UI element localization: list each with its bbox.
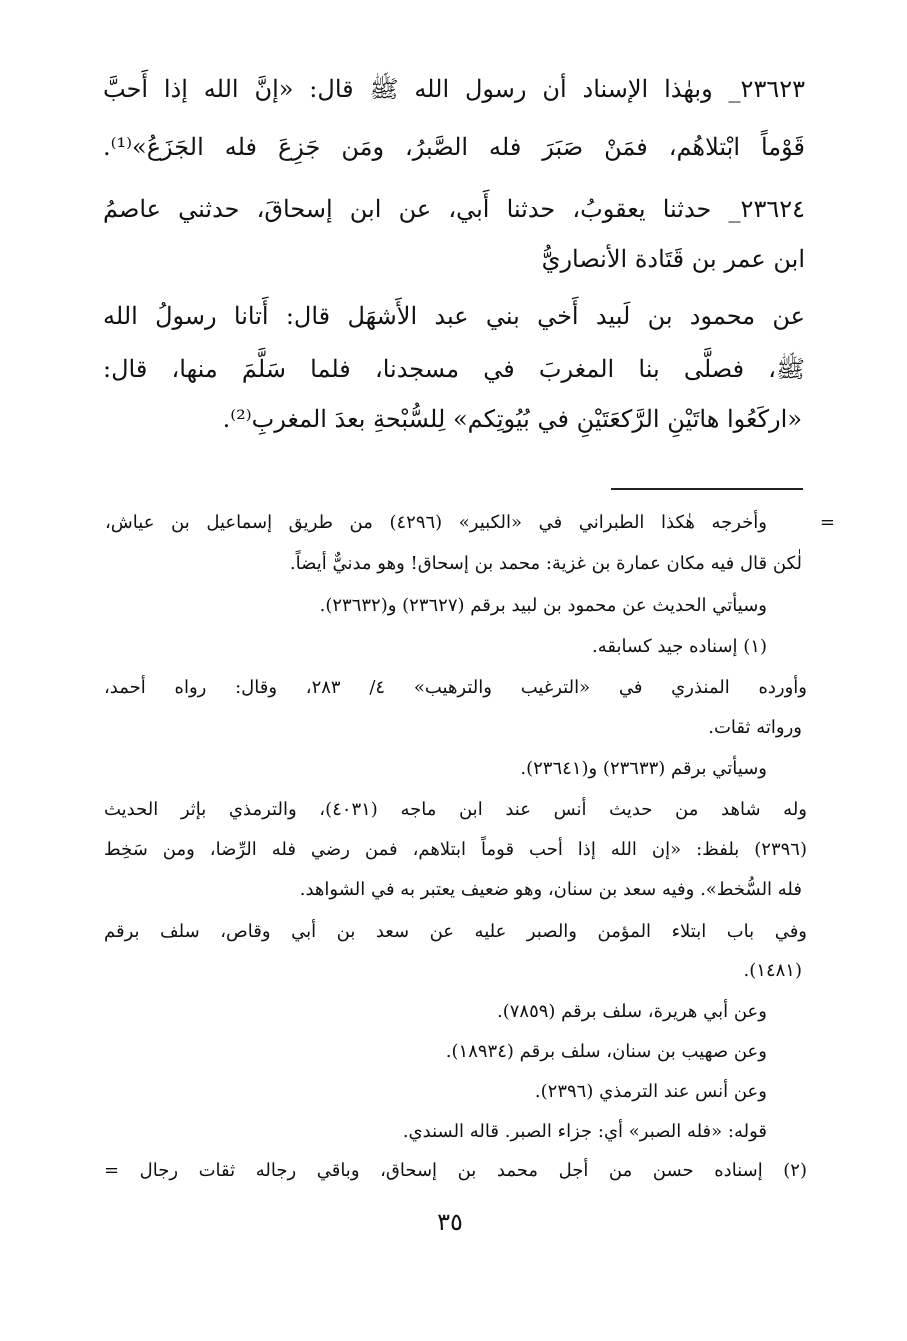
footnote-line-12: (١٤٨١). [743,960,802,981]
hadith-23624-matn-line-2: ﷺ، فصلَّى بنا المغربَ في مسجدنا، فلما سَلَّمَ منها، قال: [103,355,805,383]
hadith-23623-line-1: ٢٣٦٢٣_ وبهٰذا الإسناد أن رسول الله ﷺ قال: «إنَّ الله إذا أَحبَّ [103,75,805,103]
page-number: ٣٥ [437,1208,463,1236]
footnote-line-13: وعن أبي هريرة، سلف برقم (٧٨٥٩). [496,1001,767,1022]
footnote-line-17: (٢) إسناده حسن من أجل محمد بن إسحاق، وباقي رجاله ثقات رجال = [104,1160,807,1181]
continuation-mark: = [819,512,835,533]
hadith-23624-matn-line-1: عن محمود بن لَبيد أَخي بني عبد الأَشهَل قال: أَتانا رسولُ الله [103,302,805,330]
footnote-line-10: فله السُّخط». وفيه سعد بن سنان، وهو ضعيف يعتبر به في الشواهد. [299,879,802,900]
hadith-23623-line-2: قَوْماً ابْتلاهُم، فمَنْ صَبَرَ فله الصَّبرُ، ومَن جَزِعَ فله الجَزَعُ»⁽¹⁾. [103,133,805,161]
footnote-line-6: ورواته ثقات. [708,717,802,738]
footnote-line-14: وعن صهيب بن سنان، سلف برقم (١٨٩٣٤). [445,1041,767,1062]
hadith-23624-matn-line-3: «اركَعُوا هاتَيْنِ الرَّكعَتَيْنِ في بُيُوتِكم» لِلسُّبْحةِ بعدَ المغربِ⁽²⁾. [222,405,802,433]
hadith-23624-isnad-line-2: ابن عمر بن قَتَادة الأنصاريُّ [541,245,805,273]
footnote-line-9: (٢٣٩٦) بلفظ: «إن الله إذا أحب قوماً ابتلاهم، فمن رضي فله الرِّضا، ومن سَخِط [104,839,807,860]
footnote-line-16: قوله: «فله الصبر» أي: جزاء الصبر. قاله السندي. [402,1121,767,1142]
footnote-line-11: وفي باب ابتلاء المؤمن والصبر عليه عن سعد بن أبي وقاص، سلف برقم [104,921,807,942]
hadith-23624-isnad-line-1: ٢٣٦٢٤_ حدثنا يعقوبُ، حدثنا أَبي، عن ابن إسحاقَ، حدثني عاصمُ [103,195,805,223]
footnote-line-5: وأورده المنذري في «الترغيب والترهيب» ٤/ ٢٨٣، وقال: رواه أحمد، [104,677,807,698]
footnote-line-7: وسيأتي برقم (٢٣٦٣٣) و(٢٣٦٤١). [520,758,767,779]
footnote-line-8: وله شاهد من حديث أنس عند ابن ماجه (٤٠٣١)، والترمذي بإثر الحديث [104,799,807,820]
footnote-line-1: وأخرجه هٰكذا الطبراني في «الكبير» (٤٢٩٦) من طريق إسماعيل بن عياش، [105,512,767,533]
footnote-line-3: وسيأتي الحديث عن محمود بن لبيد برقم (٢٣٦٢٧) و(٢٣٦٣٢). [319,595,767,616]
footnote-separator [611,488,803,490]
footnote-line-2: لٰكن قال فيه مكان عمارة بن غزية: محمد بن إسحاق! وهو مدنيٌّ أيضاً. [289,553,802,574]
footnote-line-4: (١) إسناده جيد كسابقه. [592,636,767,657]
footnote-line-15: وعن أنس عند الترمذي (٢٣٩٦). [534,1081,767,1102]
